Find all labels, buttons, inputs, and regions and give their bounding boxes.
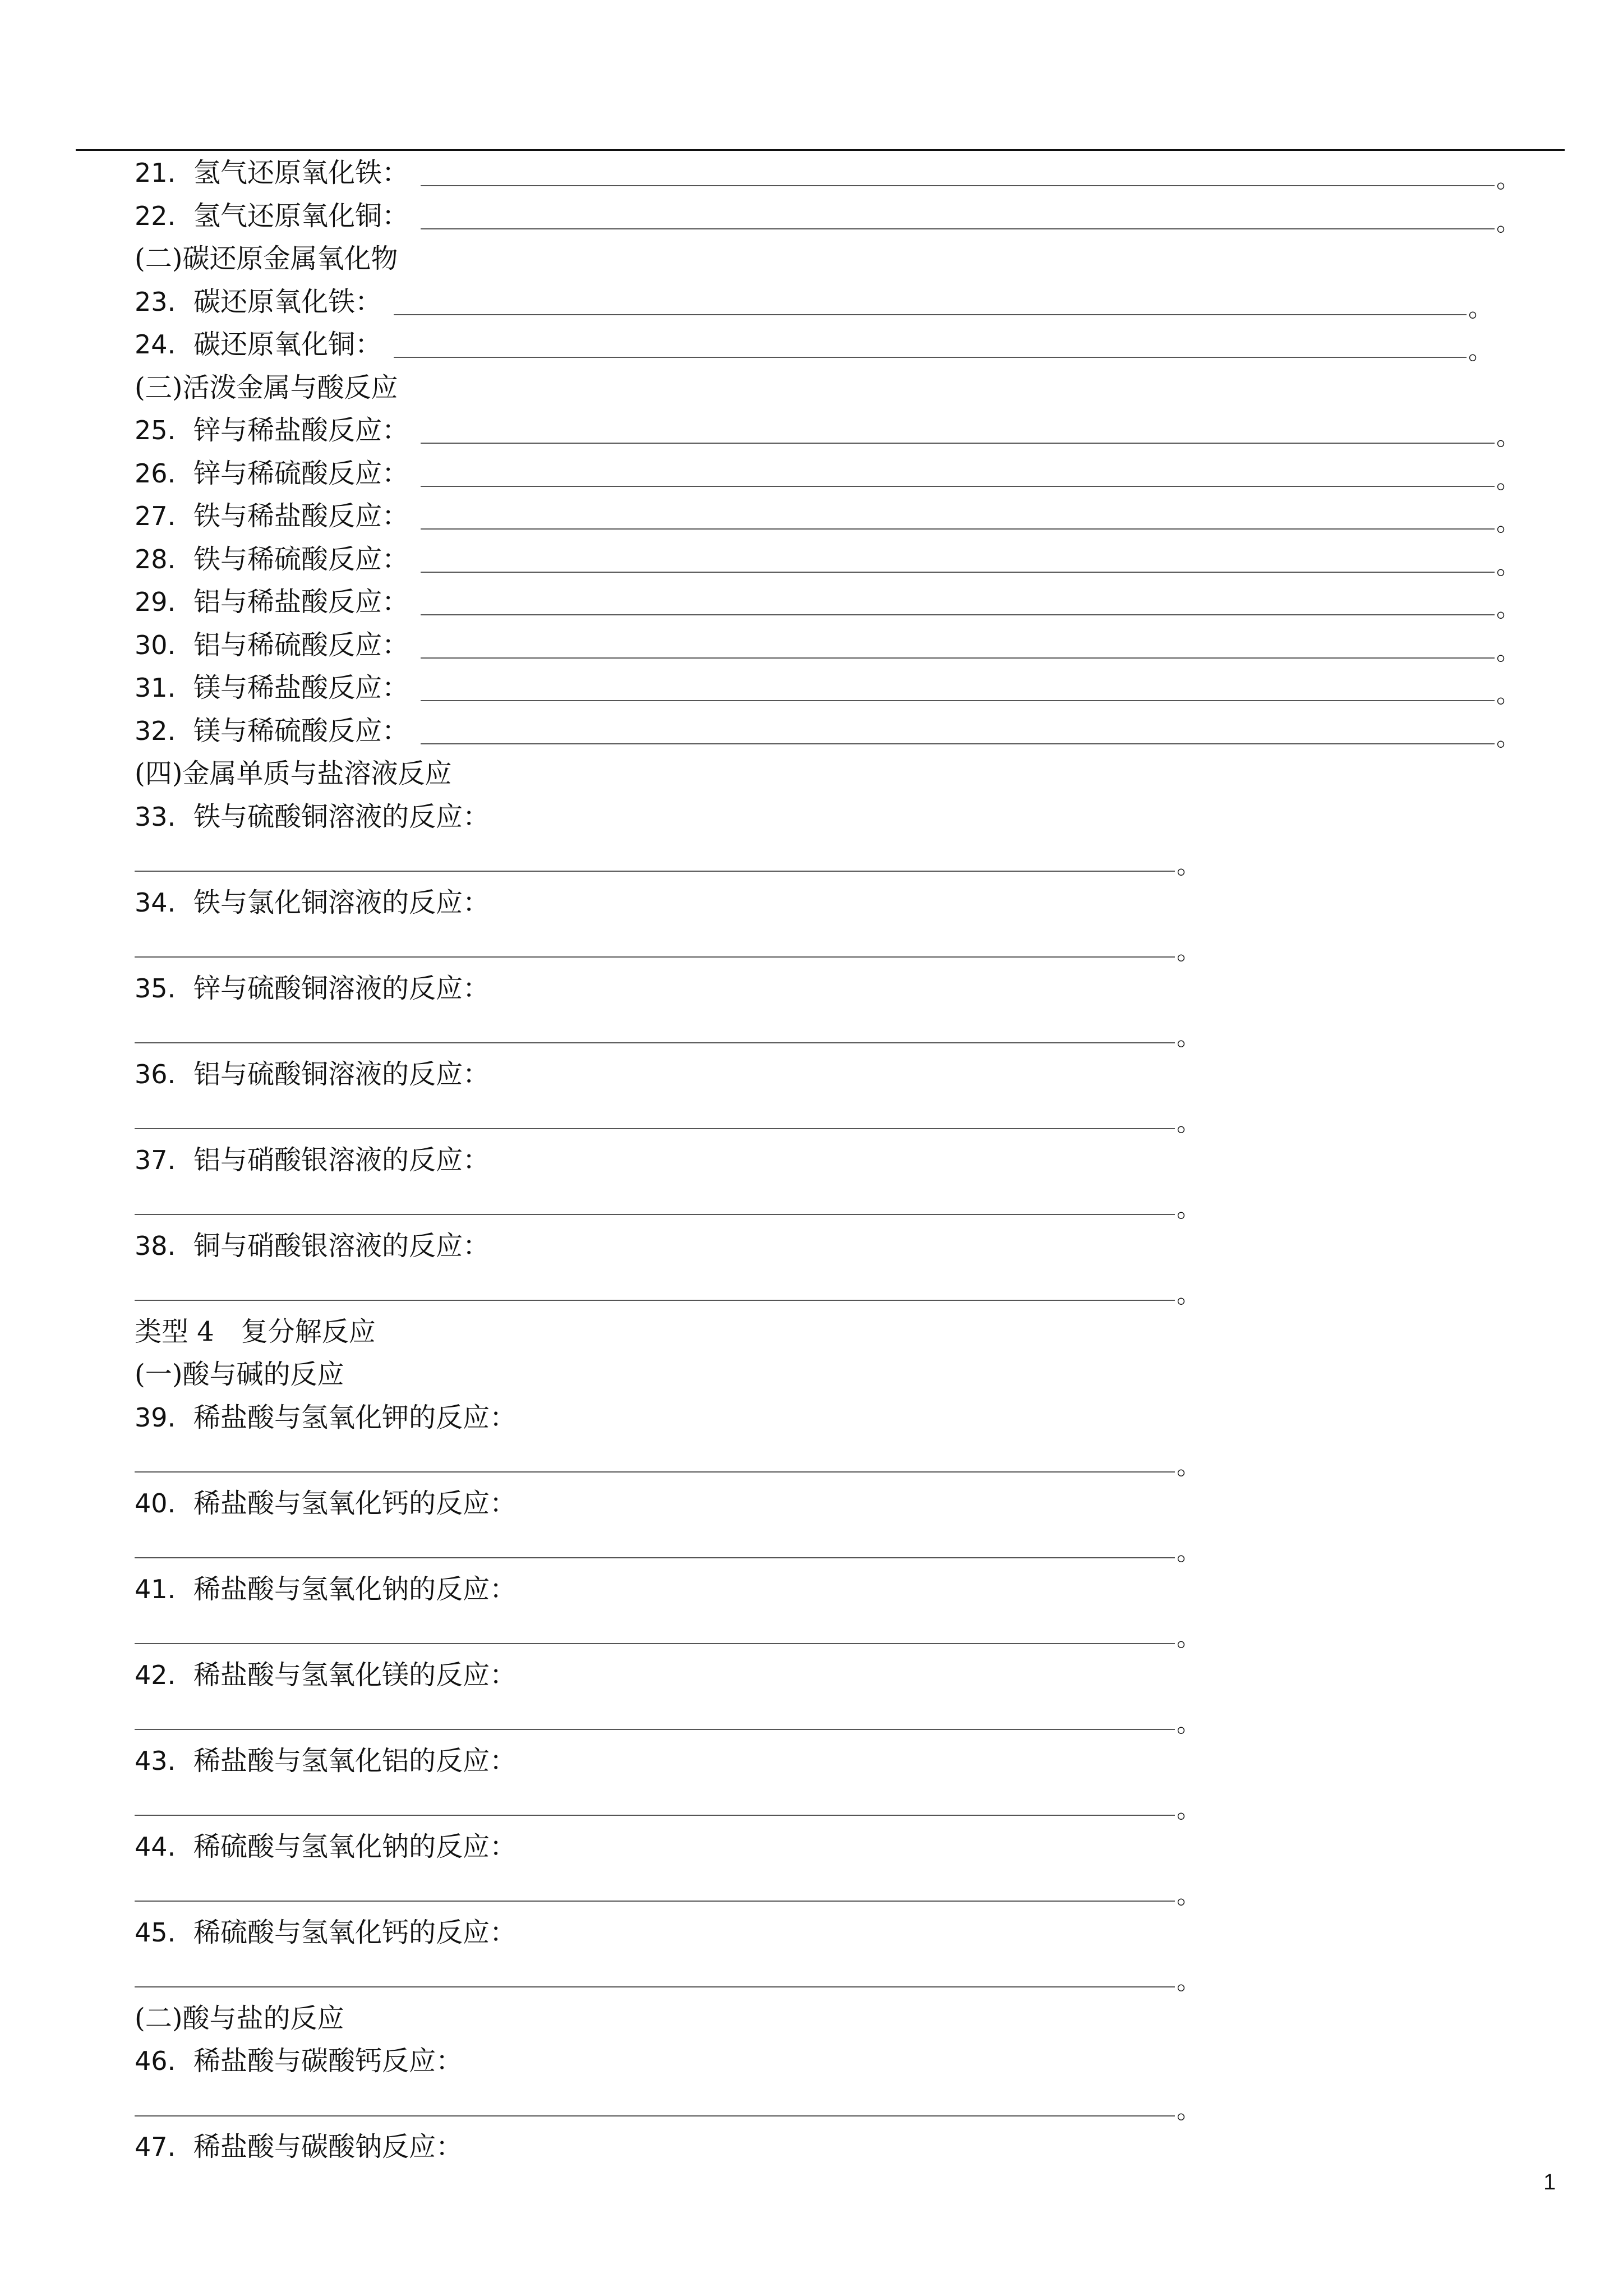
question-text: 铝与硝酸银溶液的反应： [193,1144,490,1176]
period-mark: 。 [1177,1452,1201,1480]
period-mark: 。 [1177,1623,1201,1652]
answer-blank[interactable] [135,2083,1503,2126]
answer-blank-line[interactable] [421,743,1495,744]
section-heading: (一)酸与碱的反应 [135,1359,344,1390]
answer-blank[interactable] [135,1696,1503,1740]
question-text: 铁与稀盐酸反应： [193,500,409,532]
section-heading: (四)金属单质与盐溶液反应 [135,758,452,789]
question-31 [135,666,1521,710]
answer-blank-line[interactable] [135,1643,1175,1644]
worksheet-content [135,151,1521,2169]
question-number: 25. [135,415,176,445]
answer-blank-line[interactable] [135,1986,1175,1987]
question-text: 稀盐酸与氢氧化钙的反应： [193,1487,517,1519]
question-number: 47. [135,2132,176,2162]
question-30 [135,624,1521,667]
answer-blank[interactable] [135,1782,1503,1825]
question-43 [135,1740,1503,1783]
question-number: 27. [135,501,176,531]
question-35 [135,967,1503,1010]
question-38 [135,1225,1503,1268]
question-text: 稀盐酸与氢氧化钠的反应： [193,1573,517,1605]
period-mark: 。 [1496,208,1521,237]
period-mark: 。 [1177,851,1201,880]
answer-blank-line[interactable] [135,1128,1175,1129]
section-heading: 类型 4 复分解反应 [135,1315,376,1347]
section-heading: (二)酸与盐的反应 [135,2002,344,2034]
question-number: 40. [135,1488,176,1519]
question-text: 氢气还原氧化铜： [193,200,409,232]
answer-blank-line[interactable] [421,228,1495,229]
period-mark: 。 [1177,1280,1201,1309]
question-text: 铜与硝酸银溶液的反应： [193,1230,490,1262]
question-39 [135,1396,1503,1439]
answer-blank-line[interactable] [135,1815,1175,1816]
answer-blank[interactable] [135,1525,1503,1568]
question-text: 铁与硫酸铜溶液的反应： [193,800,490,832]
answer-blank-line[interactable] [135,1471,1175,1473]
answer-blank[interactable] [135,1010,1503,1053]
period-mark: 。 [1496,465,1521,494]
question-33 [135,795,1503,839]
section-heading: (三)活泼金属与酸反应 [135,371,398,403]
question-text: 铝与稀硫酸反应： [193,629,409,661]
period-mark: 。 [1496,508,1521,537]
question-text: 锌与稀硫酸反应： [193,457,409,489]
question-text: 稀硫酸与氢氧化钙的反应： [193,1916,517,1948]
answer-blank[interactable] [135,838,1503,881]
section-heading: (二)碳还原金属氧化物 [135,243,398,274]
answer-blank-line[interactable] [135,2115,1175,2116]
period-mark: 。 [1177,937,1201,965]
question-text: 铁与氯化铜溶液的反应： [193,886,490,918]
question-28 [135,538,1521,581]
question-number: 33. [135,801,176,832]
question-number: 41. [135,1573,176,1604]
answer-blank[interactable] [135,1868,1503,1911]
question-44 [135,1825,1503,1869]
question-25 [135,409,1521,452]
question-number: 24. [135,329,176,360]
question-37 [135,1139,1503,1182]
question-text: 锌与稀盐酸反应： [193,415,409,446]
answer-blank-line[interactable] [421,572,1495,573]
question-text: 稀盐酸与氢氧化钾的反应： [193,1401,517,1433]
answer-blank-line[interactable] [421,528,1495,530]
question-text: 稀盐酸与氢氧化镁的反应： [193,1659,517,1691]
question-number: 46. [135,2046,176,2076]
answer-blank-line[interactable] [421,486,1495,487]
question-34 [135,881,1503,924]
question-text: 锌与硫酸铜溶液的反应： [193,972,490,1004]
answer-blank[interactable] [135,1096,1503,1139]
question-text: 稀盐酸与碳酸钙反应： [193,2045,463,2077]
question-number: 39. [135,1402,176,1433]
answer-blank[interactable] [135,1439,1503,1482]
question-number: 30. [135,629,176,660]
question-text: 稀盐酸与氢氧化铝的反应： [193,1745,517,1777]
question-42 [135,1654,1503,1697]
question-number: 31. [135,673,176,703]
period-mark: 。 [1177,1795,1201,1824]
period-mark: 。 [1496,551,1521,580]
question-number: 29. [135,587,176,617]
answer-blank-line[interactable] [421,443,1495,444]
answer-blank-line[interactable] [135,956,1175,958]
question-27 [135,495,1521,538]
question-22 [135,195,1521,238]
answer-blank[interactable] [135,1611,1503,1654]
question-text: 镁与稀盐酸反应： [193,672,409,703]
period-mark: 。 [1496,637,1521,666]
question-text: 碳还原氧化铁： [193,286,382,318]
answer-blank-line[interactable] [421,185,1495,186]
question-text: 铁与稀硫酸反应： [193,543,409,575]
question-number: 22. [135,200,176,231]
question-number: 42. [135,1659,176,1690]
answer-blank-line[interactable] [421,614,1495,615]
answer-blank-line[interactable] [421,700,1495,701]
period-mark: 。 [1468,337,1493,365]
question-41 [135,1568,1503,1611]
period-mark: 。 [1177,1538,1201,1566]
question-40 [135,1482,1503,1525]
page-number: 1 [1543,2170,1556,2194]
question-46 [135,2040,1503,2083]
period-mark: 。 [1177,1709,1201,1738]
question-number: 34. [135,887,176,918]
question-text: 氢气还原氧化铁： [193,157,409,188]
answer-blank[interactable] [135,924,1503,967]
period-mark: 。 [1177,2095,1201,2124]
answer-blank-line[interactable] [394,357,1467,358]
question-number: 21. [135,158,176,188]
question-29 [135,581,1521,624]
question-number: 28. [135,544,176,574]
answer-blank-line[interactable] [421,657,1495,659]
answer-blank[interactable] [135,1954,1503,1997]
period-mark: 。 [1496,422,1521,451]
answer-blank-line[interactable] [135,1557,1175,1558]
question-number: 26. [135,458,176,489]
question-21 [135,151,1521,195]
answer-blank-line[interactable] [135,871,1175,872]
period-mark: 。 [1177,1881,1201,1910]
question-text: 稀盐酸与碳酸钠反应： [193,2131,463,2162]
period-mark: 。 [1177,1967,1201,1995]
question-number: 37. [135,1144,176,1175]
answer-blank[interactable] [135,1181,1503,1225]
answer-blank-line[interactable] [135,1042,1175,1043]
period-mark: 。 [1496,680,1521,708]
period-mark: 。 [1177,1023,1201,1051]
question-number: 45. [135,1917,176,1948]
period-mark: 。 [1177,1194,1201,1223]
question-number: 38. [135,1230,176,1261]
question-26 [135,452,1521,495]
question-32 [135,710,1521,753]
question-number: 32. [135,715,176,746]
period-mark: 。 [1496,594,1521,623]
question-24 [135,323,1503,366]
answer-blank-line[interactable] [135,1300,1175,1301]
answer-blank[interactable] [135,1267,1503,1310]
period-mark: 。 [1177,1108,1201,1137]
question-47 [135,2125,1503,2169]
question-number: 43. [135,1745,176,1776]
question-text: 镁与稀硫酸反应： [193,715,409,747]
question-number: 23. [135,286,176,317]
question-36 [135,1053,1503,1096]
answer-blank-line[interactable] [135,1901,1175,1902]
question-number: 44. [135,1831,176,1862]
question-45 [135,1911,1503,1954]
question-23 [135,280,1503,324]
period-mark: 。 [1468,293,1493,323]
period-mark: 。 [1496,165,1521,194]
question-text: 铝与稀盐酸反应： [193,586,409,618]
answer-blank-line[interactable] [394,314,1467,315]
header-rule [76,149,1565,151]
question-text: 铝与硫酸铜溶液的反应： [193,1058,490,1090]
question-number: 36. [135,1059,176,1089]
question-text: 稀硫酸与氢氧化钠的反应： [193,1830,517,1862]
period-mark: 。 [1496,723,1521,752]
answer-blank-line[interactable] [135,1729,1175,1730]
answer-blank-line[interactable] [135,1214,1175,1215]
question-text: 碳还原氧化铜： [193,329,382,360]
question-number: 35. [135,973,176,1004]
